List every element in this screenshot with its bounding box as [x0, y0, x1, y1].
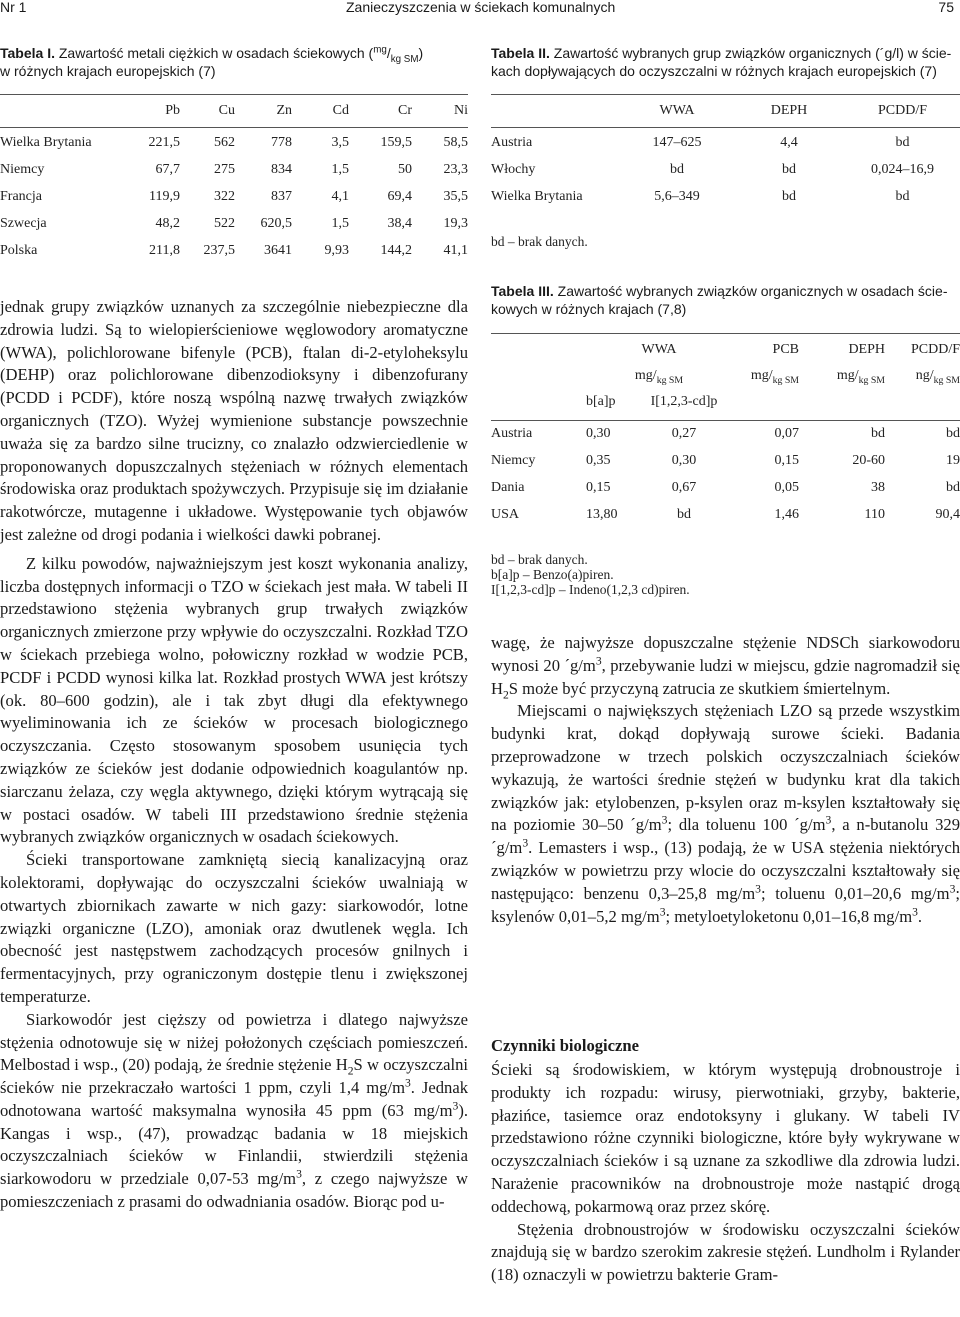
superscript: 3 — [755, 882, 761, 896]
text-run: ; toluenu 0,01–20,6 mg/m — [760, 883, 950, 903]
table-cell: bd — [871, 425, 885, 441]
table-cell: 562 — [214, 134, 235, 150]
unit-num: mg — [836, 368, 855, 383]
table3-row — [491, 420, 960, 447]
running-title: Zanieczyszczenia w ściekach komunalnych — [346, 0, 616, 15]
table-cell: 211,8 — [149, 242, 180, 258]
table2-col-header: WWA — [659, 103, 695, 118]
table1-header-row — [0, 103, 468, 129]
table-cell: 67,7 — [155, 161, 180, 177]
table2-row — [491, 129, 960, 156]
table3-subcol: I[1,2,3-cd]p — [650, 394, 718, 409]
row-label: Włochy — [491, 161, 536, 177]
table2-col-header: DEPH — [770, 103, 808, 118]
table3-col-header: WWA — [641, 342, 677, 357]
table1-row — [0, 210, 468, 237]
table-cell: 48,2 — [155, 215, 180, 231]
row-label: Austria — [491, 425, 533, 441]
table3 — [491, 342, 960, 528]
subscript: 2 — [347, 1064, 354, 1078]
superscript: 3 — [661, 813, 668, 827]
table2-caption-text: Zawartość wybranych grup związków organicznych (´g/l) w ście- — [553, 45, 952, 61]
table1-col-header: Cd — [332, 103, 349, 118]
table-cell: 1,5 — [331, 161, 349, 177]
table2-row — [491, 156, 960, 183]
table2-top-rule — [491, 94, 960, 95]
superscript: 3 — [522, 836, 529, 850]
table-cell: 3,5 — [331, 134, 349, 150]
table3-row — [491, 447, 960, 474]
table-cell: bd — [782, 188, 796, 204]
table2 — [491, 103, 960, 210]
text-run: ). Kangas i wsp., (47), prowadząc badania w 18 miejskich oczyszczalniach ścieków w Finlandii, stwierdzili stężenia siarkowodoru w przedziale 0,07-53 mg/m — [0, 1100, 468, 1189]
table-cell: bd — [946, 479, 960, 495]
row-label: Szwecja — [0, 215, 47, 231]
table2-caption — [491, 44, 960, 80]
table-cell: 837 — [271, 188, 292, 204]
table-cell: 38,4 — [387, 215, 412, 231]
table1-row — [0, 183, 468, 210]
table1-row — [0, 156, 468, 183]
table2-note: bd – brak danych. — [491, 234, 588, 249]
paragraph: Ścieki transportowane zamkniętą siecią kanalizacyjną oraz kolektorami, dopływając do oczyszczalni ścieków uwalniają w otwartych zbiornikach zawarte w nich gazy: siarkowodór, lotne związki organiczne (LZO), amoniak oraz dwutlenek węgla. Ich obecność jest następstwem zachodzących procesów gnilnych i fermentacyjnych, przy ograniczonym dostępie tlenu i zwiększonej temperaturze. — [0, 850, 468, 1006]
paragraph — [491, 632, 960, 700]
superscript: 3 — [825, 813, 832, 827]
table-cell: bd — [782, 161, 796, 177]
subscript: 2 — [502, 687, 509, 701]
table1-col-header: Cu — [218, 103, 235, 118]
table-cell: 20-60 — [852, 452, 885, 468]
table-cell: 0,07 — [774, 425, 799, 441]
text-run: S w oczyszczalni ścieków nie przekraczało wartości 1 ppm, czyli 1,4 mg/m — [0, 1055, 468, 1098]
table3-note: b[a]p – Benzo(a)piren. — [491, 567, 614, 582]
table3-unit: $ng/_{kg SM}$ — [915, 368, 960, 386]
row-label: Austria — [491, 134, 533, 150]
table2-row — [491, 183, 960, 210]
table-cell: 237,5 — [203, 242, 235, 258]
table3-col-header: PCDD/F — [910, 342, 960, 357]
table-cell: 3641 — [264, 242, 292, 258]
text-run: Miejscami o największych stężeniach LZO są przede wszystkim budynki krat, dokąd dopływają surowe ścieki. Badania przeprowadzone w trzech polskich oczyszczalniach ścieków wykazują, że wartości średnie stężeń w budynku krat dla takich związków jak: etylobenzen, p-ksylen oraz m-ksylen kształtowały się na poziomie 30–50 ´g/m — [491, 701, 960, 835]
unit-den: kg SM — [772, 374, 799, 386]
table1-label: Tabela I. — [0, 45, 55, 61]
table-cell: 19 — [946, 452, 960, 468]
table3-col-header: PCB — [772, 342, 799, 357]
superscript: 3 — [404, 1076, 411, 1090]
table1-caption: Tabela I. Zawartość metali ciężkich w osadach ściekowych $(^{mg}/_{kg SM})$ w różnych krajach europejskich (7) — [0, 44, 424, 79]
table-cell: 4,4 — [780, 134, 798, 150]
paragraph: Stężenia drobnoustrojów w środowisku oczyszczalni ścieków znajdują się w bardzo szerokim zakresie stężeń. Lundholm i Rylander (18) oznaczyli w powietrzu bakterie Gram- — [491, 1219, 960, 1285]
table2-header-row — [491, 103, 960, 129]
table-cell: 0,30 — [671, 452, 697, 468]
table1-corner — [0, 103, 128, 129]
table-cell: 834 — [271, 161, 292, 177]
paragraph: jednak grupy związków uznanych za szczególnie niebezpieczne dla zdrowia ludzi. Są to wielopierścieniowe węglowodory aromatyczne (WWA), polichlorowane bifenyle (PCB), ftalan di-2-etyloheksylu (DEHP) oraz polichlorowane dibenzodioksyny i dibenzofurany (PCDD i PCDF), które noszą wspólną nazwę trwałych związków organicznych (TZO). Wyżej wymienione substancje powszechnie uważa się za bardzo silne trucizny, co znalazło odzwierciedlenie w proponowanych dopuszczalnych stężeniach w różnych elementach środowiska oraz produktach spożywczych. Przypisuje się im działanie rakotwórcze, mutagenne i układowe. Występowanie tych objawów jest zależne od drogi podania i wielkości dawki pobranej. — [0, 297, 468, 544]
table-cell: 0,67 — [671, 479, 697, 495]
superscript: 3 — [949, 882, 956, 896]
table3-row — [491, 474, 960, 501]
section-heading: Czynniki biologiczne — [491, 1036, 639, 1055]
table3-notes — [491, 552, 690, 597]
table-cell: 19,3 — [443, 215, 468, 231]
table1-col-header: Cr — [398, 103, 412, 118]
table-cell: 5,6–349 — [654, 188, 700, 204]
superscript: 3 — [659, 905, 666, 919]
table3-unit-blank — [491, 368, 586, 394]
table-cell: 0,15 — [774, 452, 799, 468]
table3-note: bd – brak danych. — [491, 552, 588, 567]
table3-note: I[1,2,3-cd]p – Indeno(1,2,3 cd)piren. — [491, 582, 690, 597]
table1-col-header: Zn — [276, 103, 292, 118]
table-cell: 0,27 — [671, 425, 697, 441]
table3-header-row — [491, 342, 960, 368]
superscript: 3 — [595, 654, 602, 668]
text-run: ; dla toluenu 100 ´g/m — [667, 815, 826, 835]
unit-den: kg SM — [933, 374, 960, 386]
table-cell: 522 — [214, 215, 235, 231]
table3-row — [491, 501, 960, 528]
table-cell: 23,3 — [443, 161, 468, 177]
table-cell: bd — [895, 188, 910, 204]
row-label: Dania — [491, 479, 525, 495]
text-run: Siarkowodór jest cięższy od powietrza i dlatego najwyższe stężenia odnotowuje się w niżej położonych częściach pomieszczeń. Melbostad i wsp., (20) podają, że średnie stężenie H — [0, 1009, 468, 1075]
unit-den: kg SM — [858, 374, 885, 386]
table3-unit: $mg/_{kg SM}$ — [836, 368, 885, 386]
table-cell: 35,5 — [443, 188, 468, 204]
text-run: wagę, że najwyższe dopuszczalne stężenie NDSCh siarkowodoru wynosi 20 ´g/m — [491, 633, 960, 675]
unit-num: mg — [634, 368, 653, 383]
table-cell: 0,30 — [586, 425, 611, 441]
table-cell: bd — [946, 425, 960, 441]
row-label: Niemcy — [491, 452, 536, 468]
table-cell: 147–625 — [652, 134, 702, 150]
table3-unit: $mg/_{kg SM}$ — [750, 368, 799, 386]
table-cell: 4,1 — [331, 188, 349, 204]
table-cell: 90,4 — [935, 506, 960, 522]
table-cell: 1,5 — [331, 215, 349, 231]
table-cell: 0,024–16,9 — [871, 161, 934, 177]
text-run: , a n-butanolu 329 ´g/m — [491, 815, 960, 858]
text-run: , z czego najwyższe w pomieszczeniach z prasami do odwadniania osadów. Biorąc pod u- — [0, 1169, 469, 1212]
table3-caption-line2: kowych w różnych krajach (7,8) — [491, 301, 687, 317]
table1-row — [0, 129, 468, 156]
table2-col-header: PCDD/F — [877, 103, 928, 118]
table1-col-header: Ni — [454, 103, 468, 118]
text-run: S może być przyczyną zatrucia ze skutkiem śmiertelnym. — [508, 678, 891, 698]
table-cell: 38 — [871, 479, 885, 495]
text-run: ; ksylenów 0,01–5,2 mg/m — [491, 883, 960, 926]
row-label: Niemcy — [0, 161, 45, 177]
table-cell: 620,5 — [260, 215, 292, 231]
table-cell: 1,46 — [774, 506, 799, 522]
text-run: . Jednak odnotowana wartość maksymalna wynosiła 45 ppm (63 mg/m — [0, 1078, 468, 1120]
table-cell: 0,35 — [586, 452, 611, 468]
superscript: 3 — [912, 905, 918, 919]
table-cell: 50 — [398, 161, 412, 177]
table1-row — [0, 237, 468, 264]
table-cell: 221,5 — [148, 134, 180, 150]
running-header — [0, 0, 960, 14]
table-cell: 0,05 — [774, 479, 799, 495]
right-column-text-2 — [491, 1059, 960, 1287]
table-cell: 275 — [214, 161, 235, 177]
paragraph — [0, 1009, 468, 1214]
table1-caption-close: ) — [418, 45, 424, 61]
text-run: . — [917, 906, 923, 926]
row-label: Wielka Brytania — [491, 188, 583, 204]
superscript: 3 — [296, 1167, 302, 1181]
table1-unit-num: mg — [373, 44, 387, 56]
paragraph — [491, 700, 960, 928]
row-label: USA — [491, 506, 520, 522]
table-cell: bd — [677, 506, 691, 522]
paragraph: Ścieki są środowiskiem, w którym występują drobnoustroje i produkty ich rozpadu: wirusy, pierwotniaki, grzyby, bakterie, płazińce, tasiemce oraz endotoksyny i glukany. W tabeli IV przedstawiono różne czynniki biologiczne, które były wykrywane w oczyszczalniach ścieków i są uznane za szkodliwe dla zdrowia ludzi. Narażenie pracowników na drobnoustroje może nastąpić drogą oddechową, pokarmową oraz przez skórę. — [491, 1060, 960, 1216]
page-number: 75 — [938, 0, 954, 15]
table-cell: 110 — [864, 506, 885, 522]
right-column-text — [491, 632, 960, 928]
table-cell: 159,5 — [380, 134, 412, 150]
left-column-text — [0, 296, 468, 1214]
table3-top-rule — [491, 333, 960, 334]
table-cell: bd — [895, 134, 910, 150]
superscript: 3 — [452, 1099, 459, 1113]
table-cell: 119,9 — [149, 188, 180, 204]
unit-num: mg — [750, 368, 769, 383]
table3-caption — [491, 282, 960, 318]
unit-den: kg SM — [656, 374, 684, 386]
row-label: Polska — [0, 242, 38, 258]
table-cell: 144,2 — [380, 242, 412, 258]
table3-corner — [491, 342, 586, 368]
paragraph: Z kilku powodów, najważniejszym jest koszt wykonania analizy, liczba dostępnych informacji o TZO w ściekach jest mała. W tabeli II przedstawiono stężenia wybranych grup trwałych związków organicznych zmierzone przy wpływie do oczyszczalni. Rozkład TZO w ściekach przebiega wolno, połowiczny rozkład w wodzie PCB, PCDF i PCDD wynosi kilka lat. Rozkład prostych WWA jest krótszy (ok. 80–600 godzin), ale i tak zbyt długi dla efektywnego wyeliminowania ich ze ścieków w procesach biologicznego oczyszczania. Często stosowanym sposobem usunięcia tych związków ze ścieków jest dodanie odpowiednich koagulantów np. siarczanu żelaza, czy węgla aktywnego, dzięki którym wytrącają się w postaci osadów. W tabeli III przedstawiono średnie stężenia wybranych związków organicznych w osadach ściekowych. — [0, 553, 468, 847]
table1-caption-text: Zawartość metali ciężkich w osadach ściekowych ( — [58, 45, 374, 61]
table1 — [0, 103, 468, 264]
table-cell: 9,93 — [324, 242, 349, 258]
table-cell: 13,80 — [586, 506, 618, 522]
table-cell: 58,5 — [443, 134, 468, 150]
unit-num: ng — [915, 368, 930, 383]
row-label: Francja — [0, 188, 42, 204]
table2-corner — [491, 103, 621, 129]
table-cell: 41,1 — [443, 242, 468, 258]
table-cell: bd — [670, 161, 684, 177]
table3-subcol: b[a]p — [586, 394, 616, 409]
table2-caption-line2: kach dopływających do oczyszczalni w różnych krajach europejskich (7) — [491, 63, 937, 79]
table1-caption-line2: w różnych krajach europejskich (7) — [0, 63, 216, 79]
table1-col-header: Pb — [165, 103, 180, 118]
text-run: . Lemasters i wsp., (13) podają, że w USA stężenia niektórych związków w powietrzu przy wlocie do oczyszczalni kształtowały się następująco: benzenu 0,3–25,8 mg/m — [491, 838, 960, 903]
table-cell: 778 — [271, 134, 292, 150]
table1-top-rule — [0, 94, 468, 95]
table3-col-header: DEPH — [848, 342, 885, 357]
table3-caption-text: Zawartość wybranych związków organicznych w osadach ście- — [557, 283, 948, 299]
table3-unit: $mg/_{kg SM}$ — [634, 368, 684, 386]
table3-sub-blank — [491, 394, 586, 420]
issue-number: Nr 1 — [0, 0, 27, 15]
table-cell: 0,15 — [586, 479, 611, 495]
table2-label: Tabela II. — [491, 45, 550, 61]
table-cell: 69,4 — [387, 188, 412, 204]
table3-unit-row — [491, 368, 960, 394]
table-cell: 322 — [214, 188, 235, 204]
table3-sub-blank — [732, 394, 960, 420]
table3-subheader-row — [491, 394, 960, 420]
table3-label: Tabela III. — [491, 283, 554, 299]
text-run: ; metyloetyloketonu 0,01–16,8 mg/m — [665, 906, 913, 926]
text-run: , przebywanie ludzi w miejscu, gdzie nagromadził się H — [491, 655, 960, 698]
row-label: Wielka Brytania — [0, 134, 92, 150]
table1-unit-den: kg SM — [390, 53, 419, 65]
